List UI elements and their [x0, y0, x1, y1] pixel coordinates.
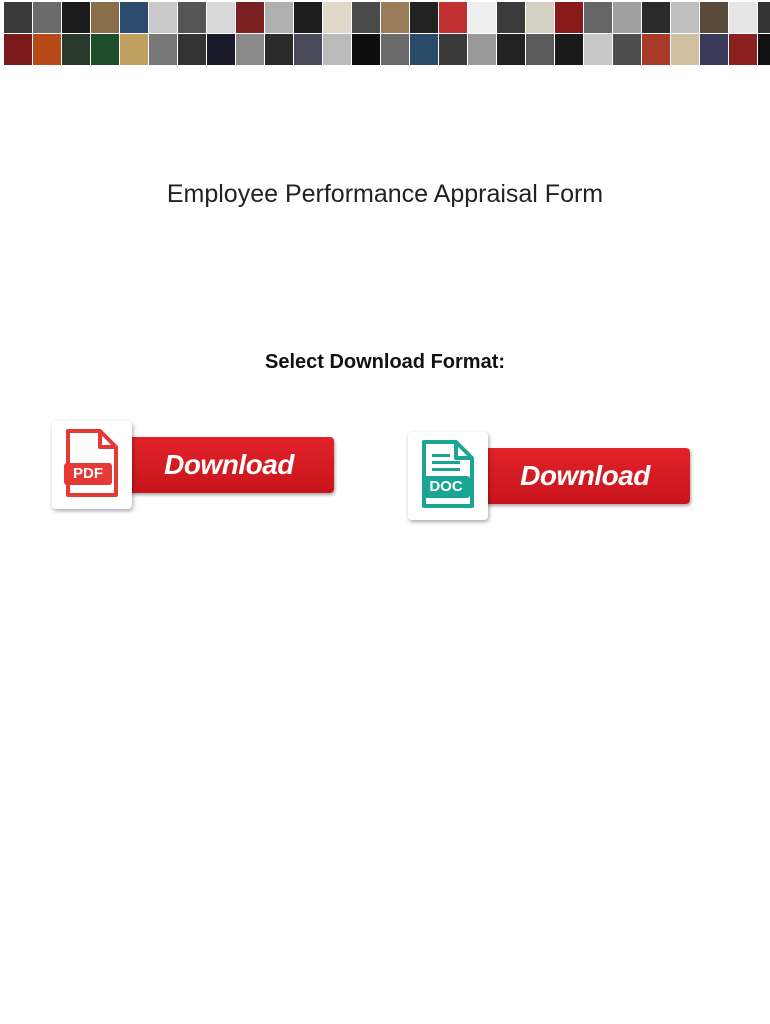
cover-thumbnail — [526, 34, 554, 65]
cover-thumbnail — [613, 34, 641, 65]
cover-thumbnail — [381, 2, 409, 33]
cover-thumbnail — [33, 2, 61, 33]
cover-thumbnail — [642, 34, 670, 65]
cover-thumbnail — [120, 34, 148, 65]
download-pdf-button[interactable] — [52, 421, 336, 511]
cover-thumbnail — [149, 34, 177, 65]
download-pdf-bar[interactable] — [124, 437, 334, 493]
select-format-label: Select Download Format: — [264, 351, 506, 373]
cover-thumbnail — [62, 2, 90, 33]
cover-thumbnail — [468, 34, 496, 65]
cover-thumbnail — [700, 2, 728, 33]
cover-thumbnail — [555, 2, 583, 33]
cover-thumbnail — [729, 34, 757, 65]
cover-thumbnail — [671, 2, 699, 33]
cover-thumbnail — [33, 34, 61, 65]
cover-thumbnail — [410, 34, 438, 65]
cover-thumbnail — [497, 34, 525, 65]
cover-thumbnail — [613, 2, 641, 33]
cover-thumbnail — [207, 34, 235, 65]
cover-thumbnail — [758, 34, 770, 65]
cover-thumbnail — [758, 2, 770, 33]
cover-thumbnail — [265, 2, 293, 33]
cover-thumbnail — [439, 2, 467, 33]
doc-badge: DOC — [422, 476, 470, 498]
cover-thumbnail — [178, 34, 206, 65]
cover-thumbnail — [584, 2, 612, 33]
cover-thumbnail — [323, 2, 351, 33]
cover-thumbnail — [178, 2, 206, 33]
cover-thumbnail — [4, 34, 32, 65]
cover-thumbnail — [294, 2, 322, 33]
cover-thumbnail — [323, 34, 351, 65]
cover-thumbnail — [149, 2, 177, 33]
cover-thumbnail — [700, 34, 728, 65]
cover-thumbnail — [62, 34, 90, 65]
cover-thumbnail — [91, 34, 119, 65]
cover-thumbnail — [91, 2, 119, 33]
cover-thumbnail — [468, 2, 496, 33]
download-pdf-label: Download — [164, 449, 294, 480]
cover-thumbnail — [4, 2, 32, 33]
download-doc-button[interactable] — [408, 432, 692, 524]
page-title: Employee Performance Appraisal Form — [166, 180, 604, 208]
cover-thumbnail — [671, 34, 699, 65]
cover-thumbnail — [526, 2, 554, 33]
cover-banner — [0, 0, 770, 68]
cover-thumbnail — [120, 2, 148, 33]
cover-thumbnail — [236, 2, 264, 33]
cover-thumbnail — [410, 2, 438, 33]
cover-thumbnail — [381, 34, 409, 65]
cover-thumbnail — [642, 2, 670, 33]
banner-row-top — [4, 2, 770, 33]
cover-thumbnail — [236, 34, 264, 65]
cover-thumbnail — [555, 34, 583, 65]
cover-thumbnail — [497, 2, 525, 33]
cover-thumbnail — [584, 34, 612, 65]
download-doc-bar[interactable] — [480, 448, 690, 504]
download-doc-label: Download — [520, 460, 650, 491]
cover-thumbnail — [352, 2, 380, 33]
file-outline-icon — [420, 440, 476, 510]
pdf-badge: PDF — [64, 463, 112, 485]
cover-thumbnail — [729, 2, 757, 33]
cover-thumbnail — [265, 34, 293, 65]
cover-thumbnail — [294, 34, 322, 65]
cover-thumbnail — [207, 2, 235, 33]
cover-thumbnail — [352, 34, 380, 65]
banner-row-bottom — [4, 34, 770, 65]
cover-thumbnail — [439, 34, 467, 65]
